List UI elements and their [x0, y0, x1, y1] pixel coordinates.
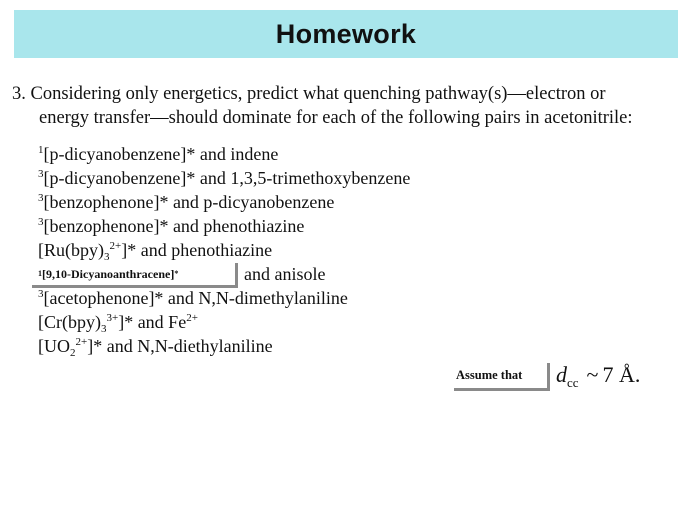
pair-text: ]* and Fe [118, 312, 187, 332]
overlay-label-text: [9,10-Dicyanoanthracene] [42, 266, 175, 281]
pair-list [38, 142, 410, 358]
subscript: 3 [100, 323, 107, 335]
charge-superscript: 2+ [186, 312, 198, 324]
subscript: 2 [70, 347, 76, 359]
approx-symbol: ~ [586, 362, 599, 387]
page-title: Homework [275, 18, 417, 49]
pair-text: [benzophenone]* and p-dicyanobenzene [43, 192, 335, 212]
question-line-1: 3. Considering only energetics, predict what quenching pathway(s)—electron or [12, 84, 606, 104]
overlay-label-box: 1 [9,10-Dicyanoanthracene] * [32, 263, 238, 288]
assumption-label: Assume that [456, 368, 523, 382]
pair-text: ]* and phenothiazine [121, 240, 273, 260]
pair-text: [acetophenone]* and N,N-dimethylaniline [43, 288, 348, 308]
charge-superscript: 3+ [106, 312, 119, 324]
pair-text: ]* and N,N-diethylaniline [87, 336, 273, 356]
multiplicity-superscript: 3 [38, 288, 44, 300]
distance-subscript: cc [567, 375, 579, 390]
pair-text: [UO [38, 336, 70, 356]
multiplicity-superscript: 1 [38, 144, 44, 156]
title-banner [14, 10, 678, 58]
multiplicity-superscript: 3 [38, 192, 44, 204]
multiplicity-superscript: 3 [38, 216, 44, 228]
list-item [38, 286, 410, 310]
list-item [38, 334, 410, 358]
list-item [38, 166, 410, 190]
distance-expression [556, 362, 640, 388]
pair-text: [Cr(bpy) [38, 312, 101, 332]
question-line-2: energy transfer—should dominate for each of the following pairs in acetonitrile: [39, 108, 633, 128]
subscript: 3 [104, 251, 110, 263]
question-text [12, 82, 694, 130]
charge-superscript: 2+ [75, 336, 88, 348]
distance-symbol: d [556, 362, 567, 387]
assumption-label-box [454, 363, 550, 391]
pair-text: [benzophenone]* and phenothiazine [43, 216, 305, 236]
list-item [38, 310, 410, 334]
multiplicity-superscript: 3 [38, 168, 44, 180]
list-item [38, 238, 410, 262]
pair-text: and anisole [244, 264, 326, 284]
list-item [38, 142, 410, 166]
list-item [38, 190, 410, 214]
pair-text: [Ru(bpy) [38, 240, 104, 260]
pair-text: [p-dicyanobenzene]* and indene [43, 144, 279, 164]
charge-superscript: 2+ [109, 240, 122, 252]
pair-text: [p-dicyanobenzene]* and 1,3,5-trimethoxybenzene [43, 168, 411, 188]
list-item [38, 214, 410, 238]
distance-value: 7 Å. [602, 362, 641, 387]
